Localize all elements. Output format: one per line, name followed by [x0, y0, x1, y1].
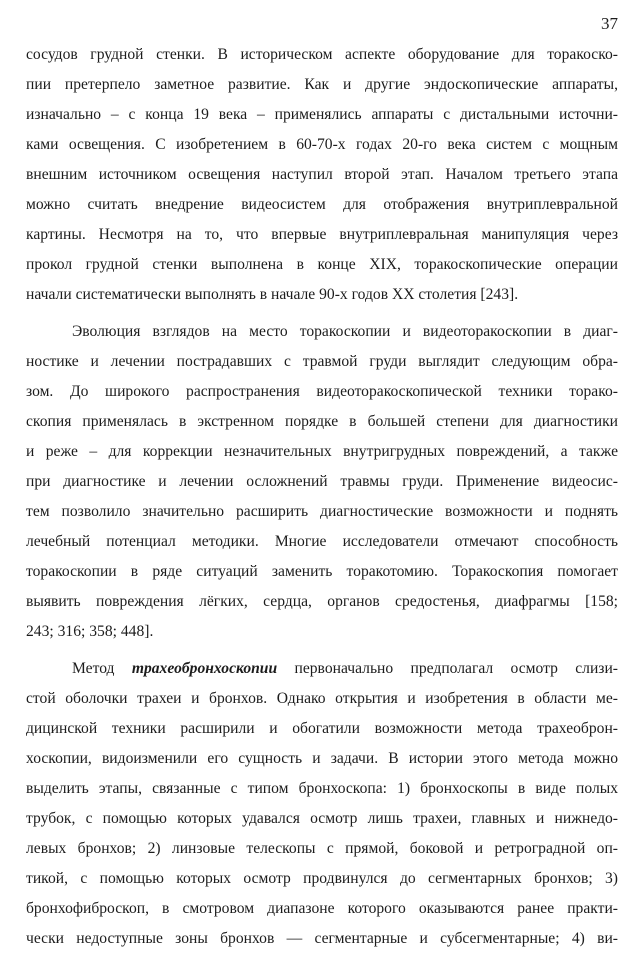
text-line: 243; 316; 358; 448]. — [26, 623, 154, 640]
text-line: торакоскопии в ряде ситуаций заменить торакотомию. Торакоскопия помогает — [26, 563, 618, 580]
text-line: тем позволило значительно расширить диагностические возможности и поднять — [26, 503, 618, 520]
text-line: ностике и лечении пострадавших с травмой груди выглядит следующим обра- — [26, 353, 618, 370]
text-line: и реже – для коррекции незначительных внутригрудных повреждений, а также — [26, 443, 618, 460]
text-line: выявить повреждения лёгких, сердца, органов средостенья, диафрагмы [158; — [26, 593, 618, 610]
text-line: прокол грудной стенки выполнена в конце XIX, торакоскопические операции — [26, 256, 618, 273]
text-line: скопия применялась в экстренном порядке в большей степени для диагностики — [26, 413, 618, 430]
text-line: тикой, с помощью которых осмотр продвинулся до сегментарных бронхов; 3) — [26, 870, 618, 887]
text-line: хоскопии, видоизменили его сущность и задачи. В истории этого метода можно — [26, 750, 618, 767]
paragraph-2 — [26, 317, 618, 647]
text-fragment: Метод — [72, 660, 132, 677]
text-line: чески недоступные зоны бронхов — сегментарные и субсегментарные; 4) ви- — [26, 930, 618, 947]
text-line: зом. До широкого распространения видеоторакоскопической техники торако- — [26, 383, 618, 400]
paragraph-1 — [26, 40, 618, 310]
text-line: изначально – с конца 19 века – применялись аппараты с дистальными источни- — [26, 106, 618, 123]
text-line: можно считать внедрение видеосистем для отображения внутриплевральной — [26, 196, 618, 213]
text-line: при диагностике и лечении осложнений травмы груди. Применение видеосис- — [26, 473, 618, 490]
text-line-with-term — [26, 654, 618, 684]
text-body — [26, 40, 618, 954]
paragraph-3 — [26, 654, 618, 954]
text-line: левых бронхов; 2) линзовые телескопы с прямой, боковой и ретроградной оп- — [26, 840, 618, 857]
text-line: начали систематически выполнять в начале 90-х годов XX столетия [243]. — [26, 286, 519, 303]
text-line: трубок, с помощью которых удавался осмотр лишь трахеи, главных и нижнедо- — [26, 810, 618, 827]
text-line: внешним источником освещения наступил второй этап. Началом третьего этапа — [26, 166, 618, 183]
text-line: стой оболочки трахеи и бронхов. Однако открытия и изобретения в области ме- — [26, 690, 618, 707]
text-line: лечебный потенциал методики. Многие исследователи отмечают способность — [26, 533, 618, 550]
text-line: выделить этапы, связанные с типом бронхоскопа: 1) бронхоскопы в виде полых — [26, 780, 618, 797]
text-line: бронхофиброскоп, в смотровом диапазоне которого оказываются ранее практи- — [26, 900, 618, 917]
text-fragment: первоначально предполагал осмотр слизи- — [277, 660, 618, 677]
text-line: пии претерпело заметное развитие. Как и другие эндоскопические аппараты, — [26, 76, 618, 93]
page-number: 37 — [601, 14, 618, 33]
text-line: сосудов грудной стенки. В историческом аспекте оборудование для торакоско- — [26, 46, 618, 63]
text-line: дицинской техники расширили и обогатили возможности метода трахеоброн- — [26, 720, 618, 737]
text-line: ками освещения. С изобретением в 60-70-х годах 20-го века систем с мощным — [26, 136, 618, 153]
text-line: Эволюция взглядов на место торакоскопии и видеоторакоскопии в диаг- — [72, 323, 618, 340]
emphasized-term: трахеобронхоскопии — [131, 660, 278, 677]
text-line: картины. Несмотря на то, что впервые внутриплевральная манипуляция через — [26, 226, 618, 243]
